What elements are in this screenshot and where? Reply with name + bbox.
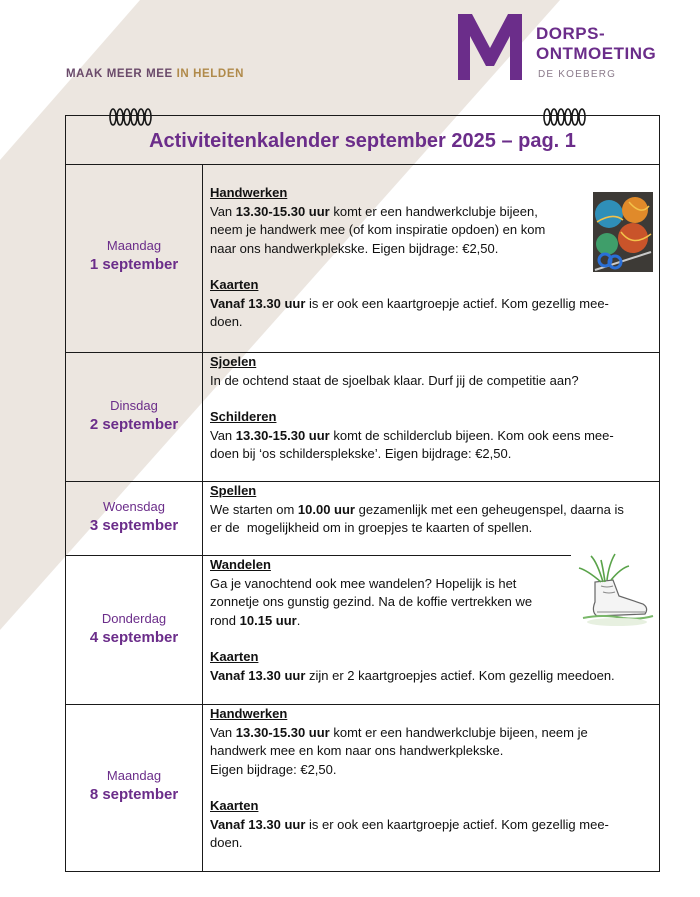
- activity-title: Schilderen: [210, 409, 277, 424]
- calendar-title: Activiteitenkalender september 2025 – pag. 1: [149, 130, 576, 152]
- tagline: [66, 68, 244, 80]
- day-row: [66, 165, 659, 352]
- activity-line: handwerk mee en kom naar ons handwerkplekske.: [210, 743, 504, 758]
- activity-title: Sjoelen: [210, 354, 257, 369]
- activity-line: er de mogelijkheid om in groepjes te kaarten of spellen.: [210, 520, 533, 535]
- day-activities: [210, 353, 656, 464]
- day-label: [66, 767, 202, 805]
- weekday: Donderdag: [101, 611, 167, 626]
- day-label: [66, 237, 202, 275]
- activity-line: naar ons handwerkplekske. Eigen bijdrage: €2,50.: [210, 240, 499, 256]
- column-divider: [202, 353, 203, 481]
- logo-wordmark: [536, 24, 656, 64]
- activity-line: In de ochtend staat de sjoelbak klaar. Durf jij de competitie aan?: [210, 372, 579, 388]
- date: 1 september: [89, 256, 179, 273]
- logo-subtitle: DE KOEBERG: [538, 69, 617, 80]
- activity-line: doen bij ‘os schildersplekske’. Eigen bijdrage: €2,50.: [210, 446, 512, 461]
- activity-line: Ga je vanochtend ook mee wandelen? Hopelijk is het: [210, 575, 517, 591]
- weekday: Maandag: [106, 238, 162, 253]
- activity-line: doen.: [210, 835, 243, 850]
- day-label: [66, 498, 202, 536]
- binder-rings-right-icon: [542, 106, 590, 128]
- tagline-accent: IN HELDEN: [176, 68, 245, 80]
- column-divider: [202, 165, 203, 352]
- weekday: Dinsdag: [110, 398, 158, 413]
- day-label: [66, 610, 202, 648]
- walking-shoe-image: [573, 552, 657, 636]
- date: 4 september: [89, 629, 179, 646]
- activity-title: Kaarten: [210, 277, 259, 292]
- activity-line: Van 13.30-15.30 uur komt er een handwerkclubje bijeen, neem je: [210, 724, 588, 740]
- day-activities: [210, 482, 656, 538]
- date: 8 september: [89, 786, 179, 803]
- date: 2 september: [89, 416, 179, 433]
- activity-title: Wandelen: [210, 557, 271, 572]
- activity-line: Vanaf 13.30 uur is er ook een kaartgroepje actief. Kom gezellig mee-: [210, 295, 609, 311]
- activity-line: We starten om 10.00 uur gezamenlijk met een geheugenspel, daarna is: [210, 501, 624, 517]
- activity-line: neem je handwerk mee (of kom inspiratie opdoen) en kom: [210, 222, 546, 237]
- activity-title: Kaarten: [210, 798, 259, 813]
- logo: [458, 14, 688, 84]
- activity-title: Handwerken: [210, 185, 288, 200]
- activity-line: Vanaf 13.30 uur is er ook een kaartgroepje actief. Kom gezellig mee-: [210, 816, 609, 832]
- logo-m-icon: [458, 14, 522, 80]
- activity-line: Van 13.30-15.30 uur komt er een handwerkclubje bijeen,: [210, 203, 538, 219]
- day-label: [66, 397, 202, 435]
- tagline-main: MAAK MEER MEE: [66, 68, 177, 80]
- logo-line-2: ONTMOETING: [536, 44, 657, 63]
- logo-line-1: DORPS-: [536, 24, 606, 43]
- day-activities: [210, 184, 656, 332]
- day-row: [66, 482, 659, 555]
- activity-title: Spellen: [210, 483, 257, 498]
- column-divider: [202, 556, 203, 704]
- activity-title: Handwerken: [210, 706, 288, 721]
- day-row: [66, 556, 659, 704]
- date: 3 september: [89, 517, 179, 534]
- activity-line: zonnetje ons gunstig gezind. Na de koffie vertrekken we: [210, 594, 533, 609]
- column-divider: [202, 705, 203, 871]
- day-row: [66, 705, 659, 871]
- activity-line: Eigen bijdrage: €2,50.: [210, 761, 337, 777]
- column-divider: [202, 482, 203, 555]
- activity-calendar: [65, 115, 660, 872]
- activity-line: Van 13.30-15.30 uur komt de schilderclub bijeen. Kom ook eens mee-: [210, 427, 614, 443]
- activity-line: rond 10.15 uur.: [210, 612, 301, 628]
- yarn-knitting-image: [593, 192, 653, 272]
- weekday: Maandag: [106, 768, 162, 783]
- activity-line: Vanaf 13.30 uur zijn er 2 kaartgroepjes actief. Kom gezellig meedoen.: [210, 667, 615, 683]
- day-row: [66, 353, 659, 481]
- activity-line: doen.: [210, 314, 243, 329]
- binder-rings-left-icon: [108, 106, 156, 128]
- day-activities: [210, 705, 656, 853]
- activity-title: Kaarten: [210, 649, 259, 664]
- weekday: Woensdag: [103, 499, 165, 514]
